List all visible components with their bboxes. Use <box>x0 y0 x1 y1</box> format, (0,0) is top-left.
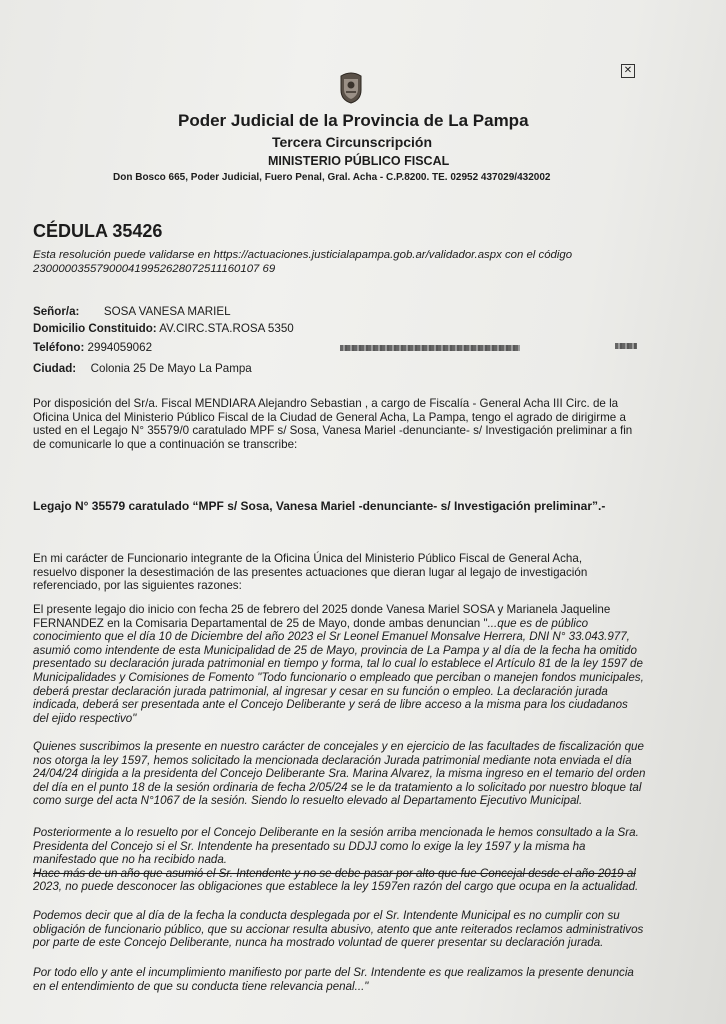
quoted-line: como surge del acta N°1067 de la sesión. Siendo lo resuelto elevado al Departamento Ejecutivo Municipal. <box>33 794 583 808</box>
close-icon[interactable]: ✕ <box>621 64 635 78</box>
quoted-line: del ejido respectivo" <box>33 711 137 725</box>
quoted-line: 24/04/24 dirigida a la presidenta del Concejo Deliberante Sra. Marina Alvarez, la misma ingreso en el temario del orden <box>33 767 646 781</box>
quoted-line: Por todo ello y ante el incumplimiento manifiesto por parte del Sr. Intendente es que realizamos la presente denuncia <box>33 966 634 979</box>
quoted-line: 2023, no puede desconocer las obligaciones que establece la ley 1597en razón del cargo que ocupa en la actualidad. <box>33 880 639 894</box>
validation-line: Esta resolución puede validarse en https://actuaciones.justicialapampa.gob.ar/validador.aspx con el código <box>33 249 573 261</box>
ciudad-label: Ciudad: <box>33 362 77 375</box>
complaint-paragraph <box>33 603 693 725</box>
redaction-bar <box>615 343 637 349</box>
quoted-line: asumió como intendente de esta Municipalidad de 25 de Mayo, provincia de La Pampa y al día de la fecha ha omitido <box>33 643 637 657</box>
validation-code: 230000035579000419952628072511160107 69 <box>33 263 276 275</box>
conclusion-paragraph <box>33 966 693 993</box>
ciudad-value: Colonia 25 De Mayo La Pampa <box>90 362 252 375</box>
conducta-paragraph <box>33 909 693 950</box>
quoted-line: deberá prestar declaración jurada patrimonial, al ingresar y cesar en su función o empleo. La declaración jurada <box>33 684 608 698</box>
circunscripcion-title: Tercera Circunscripción <box>272 134 433 150</box>
body-line: resuelvo disponer la desestimación de las presentes actuaciones que dieran lugar al legajo de investigación <box>33 565 588 579</box>
ministerio-title: MINISTERIO PÚBLICO FISCAL <box>268 154 450 168</box>
domicilio-label: Domicilio Constituido: <box>33 322 157 335</box>
quoted-line: obligación de funcionario público, que su accionar resulta abusivo, atento que ante reiterados reclamos administrativos <box>33 922 644 936</box>
intro-line: de comunicarle lo que a continuación se transcribe: <box>33 437 298 451</box>
quoted-line: Municipalidades y Comisiones de Fomento "Todo funcionario o empleado que perciban o manejen fondos municipales, <box>33 670 644 684</box>
intro-line: Por disposición del Sr/a. Fiscal MENDIARA Alejandro Sebastian , a cargo de Fiscalía - General Acha III Circ. de la <box>33 397 619 410</box>
court-title: Poder Judicial de la Provincia de La Pampa <box>178 111 529 130</box>
body-line: referenciado, por las siguientes razones: <box>33 579 242 593</box>
quoted-start: ...que es de público <box>487 616 589 630</box>
quoted-line: nos otorga la ley 1597, hemos solicitado la mencionada declaración Jurada patrimonial mediante nota enviada el día <box>33 753 632 767</box>
telefono-value: 2994059062 <box>87 341 153 354</box>
posteriormente-paragraph <box>33 826 693 894</box>
intro-paragraph <box>33 397 693 451</box>
struck-line: Hace más de un año que asumió el Sr. Intendente y no se debe pasar por alto que fue Concejal desde el año 2019 al <box>33 866 636 880</box>
body-line-start: FERNANDEZ en la Comisaria Departamental de 25 de Mayo, donde ambas denuncian " <box>33 616 488 630</box>
body-line <box>33 617 693 631</box>
quoted-line: por parte de este Concejo Deliberante, nunca ha mostrado voluntad de querer presentar su declaración jurada. <box>33 936 604 950</box>
intro-line: usted en el Legajo N° 35579/0 caratulado MPF s/ Sosa, Vanesa Mariel -denunciante- s/ Investigación preliminar a fin <box>33 424 633 438</box>
telefono-label: Teléfono: <box>33 341 85 354</box>
recipient-name-label: Señor/a: <box>33 305 80 318</box>
cedula-title: CÉDULA 35426 <box>33 221 163 241</box>
intro-line: Oficina Unica del Ministerio Público Fiscal de la Ciudad de General Acha, La Pampa, tengo el agrado de dirigirme a <box>33 410 626 424</box>
quoted-line: conocimiento que el día 10 de Diciembre del año 2023 el Sr Leonel Emanuel Monsalve Herrera, DNI N° 33.043.977, <box>33 630 630 644</box>
recipient-name-row <box>33 305 231 318</box>
quoted-line: Posteriormente a lo resuelto por el Concejo Deliberante en la sesión arriba mencionada le hemos consultado a la Sra. <box>33 826 639 839</box>
recipient-name-value: SOSA VANESA MARIEL <box>103 305 231 318</box>
quoted-line: manifestado que no ha recibido nada. <box>33 853 228 867</box>
quoted-line: en el entendimiento de que su conducta tiene relevancia penal..." <box>33 979 369 993</box>
legajo-title: Legajo N° 35579 caratulado “MPF s/ Sosa, Vanesa Mariel -denunciante- s/ Investigación preliminar”.- <box>33 499 606 513</box>
coat-of-arms-icon <box>338 70 364 104</box>
domicilio-value: AV.CIRC.STA.ROSA 5350 <box>159 322 294 335</box>
concejales-paragraph <box>33 740 693 808</box>
office-address: Don Bosco 665, Poder Judicial, Fuero Penal, Gral. Acha - C.P.8200. TE. 02952 437029/432002 <box>113 172 551 183</box>
domicilio-row <box>33 322 294 335</box>
quoted-line: Presidenta del Concejo si el Sr. Intendente ha presentado su DDJJ como lo exige la ley 1597 y la misma ha <box>33 839 586 853</box>
ciudad-row <box>33 362 252 375</box>
telefono-row <box>33 341 152 354</box>
quoted-line: indicada, deberá ser presentada ante el Concejo Deliberante y será de libre acceso a la misma para los ciudadanos <box>33 698 628 712</box>
body-line: En mi carácter de Funcionario integrante de la Oficina Única del Ministerio Público Fiscal de General Acha, <box>33 552 583 565</box>
quoted-line: del día en el punto 18 de la sesión ordinaria de fecha 2/05/24 se le da tratamiento a lo solicitado por nuestro bloque tal <box>33 780 642 794</box>
body-line: El presente legajo dio inicio con fecha 25 de febrero del 2025 donde Vanesa Mariel SOSA y Marianela Jaqueline <box>33 603 611 616</box>
quoted-line: presentado su declaración jurada patrimonial en tiempo y forma, tal lo cual lo establece el Artículo 81 de la ley 1597 de <box>33 657 643 671</box>
quoted-line: Quienes suscribimos la presente en nuestro carácter de concejales y en ejercicio de las facultades de fiscalización que <box>33 740 644 753</box>
validation-notice <box>33 248 673 276</box>
redaction-bar <box>340 345 520 351</box>
resolution-paragraph <box>33 552 693 593</box>
quoted-line: Podemos decir que al día de la fecha la conducta desplegada por el Sr. Intendente Municipal es no cumplir con su <box>33 909 620 922</box>
